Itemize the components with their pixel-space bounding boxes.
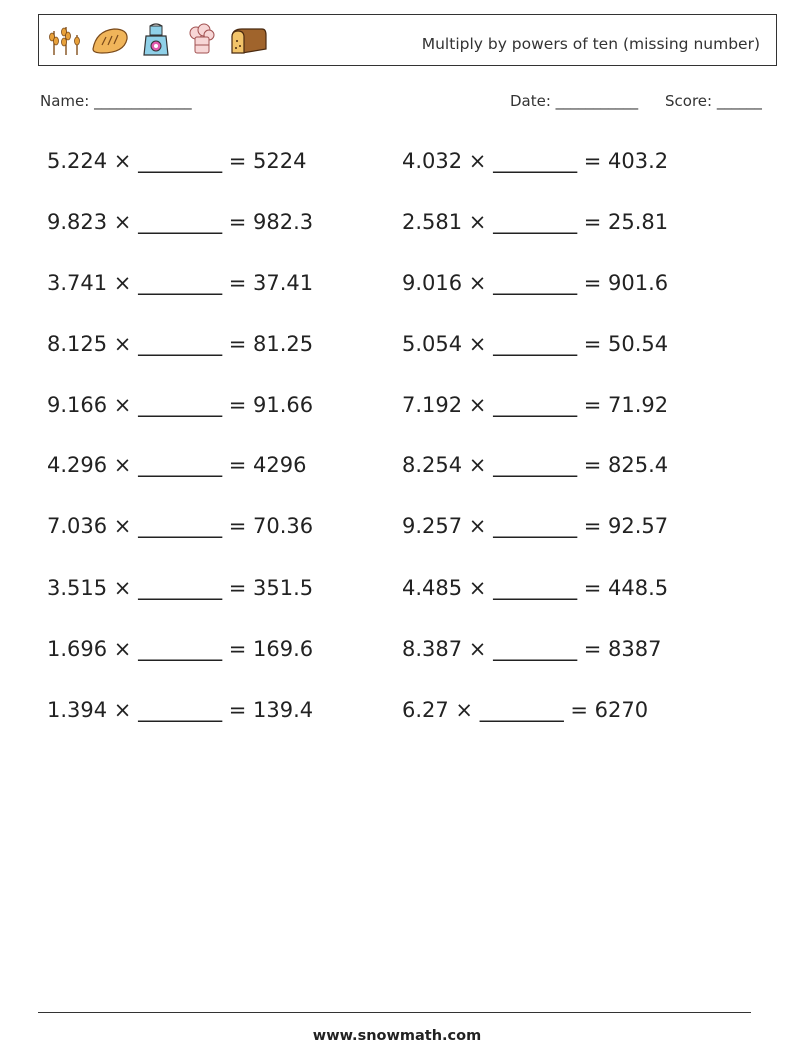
apron-icon bbox=[136, 23, 176, 57]
chef-hat-icon bbox=[182, 23, 222, 57]
header-icons bbox=[44, 23, 268, 57]
problem-right-8: 4.485 × ________ = 448.5 bbox=[402, 576, 669, 600]
problem-left-10: 1.394 × ________ = 139.4 bbox=[47, 698, 314, 722]
worksheet-title: Multiply by powers of ten (missing number) bbox=[421, 35, 760, 53]
problem-left-2: 9.823 × ________ = 982.3 bbox=[47, 210, 314, 234]
footer-divider bbox=[38, 1012, 751, 1013]
problem-right-7: 9.257 × ________ = 92.57 bbox=[402, 514, 669, 538]
date-field: Date: ___________ bbox=[510, 92, 639, 110]
problem-left-5: 9.166 × ________ = 91.66 bbox=[47, 393, 314, 417]
name-field: Name: _____________ bbox=[40, 92, 192, 110]
wheat-icon bbox=[44, 23, 84, 57]
problem-left-4: 8.125 × ________ = 81.25 bbox=[47, 332, 314, 356]
problem-left-3: 3.741 × ________ = 37.41 bbox=[47, 271, 314, 295]
score-field: Score: ______ bbox=[665, 92, 762, 110]
problem-left-6: 4.296 × ________ = 4296 bbox=[47, 453, 307, 477]
problem-left-9: 1.696 × ________ = 169.6 bbox=[47, 637, 314, 661]
problem-right-1: 4.032 × ________ = 403.2 bbox=[402, 149, 669, 173]
footer-site: www.snowmath.com bbox=[312, 1028, 482, 1044]
problem-right-3: 9.016 × ________ = 901.6 bbox=[402, 271, 669, 295]
problem-right-6: 8.254 × ________ = 825.4 bbox=[402, 453, 669, 477]
problem-left-8: 3.515 × ________ = 351.5 bbox=[47, 576, 314, 600]
header-box bbox=[38, 14, 777, 66]
problem-right-2: 2.581 × ________ = 25.81 bbox=[402, 210, 669, 234]
problem-right-10: 6.27 × ________ = 6270 bbox=[402, 698, 649, 722]
problem-left-1: 5.224 × ________ = 5224 bbox=[47, 149, 307, 173]
bread-icon bbox=[90, 23, 130, 57]
problem-right-9: 8.387 × ________ = 8387 bbox=[402, 637, 662, 661]
problem-left-7: 7.036 × ________ = 70.36 bbox=[47, 514, 314, 538]
problem-right-5: 7.192 × ________ = 71.92 bbox=[402, 393, 669, 417]
bread-loaf-icon bbox=[228, 23, 268, 57]
problem-right-4: 5.054 × ________ = 50.54 bbox=[402, 332, 669, 356]
